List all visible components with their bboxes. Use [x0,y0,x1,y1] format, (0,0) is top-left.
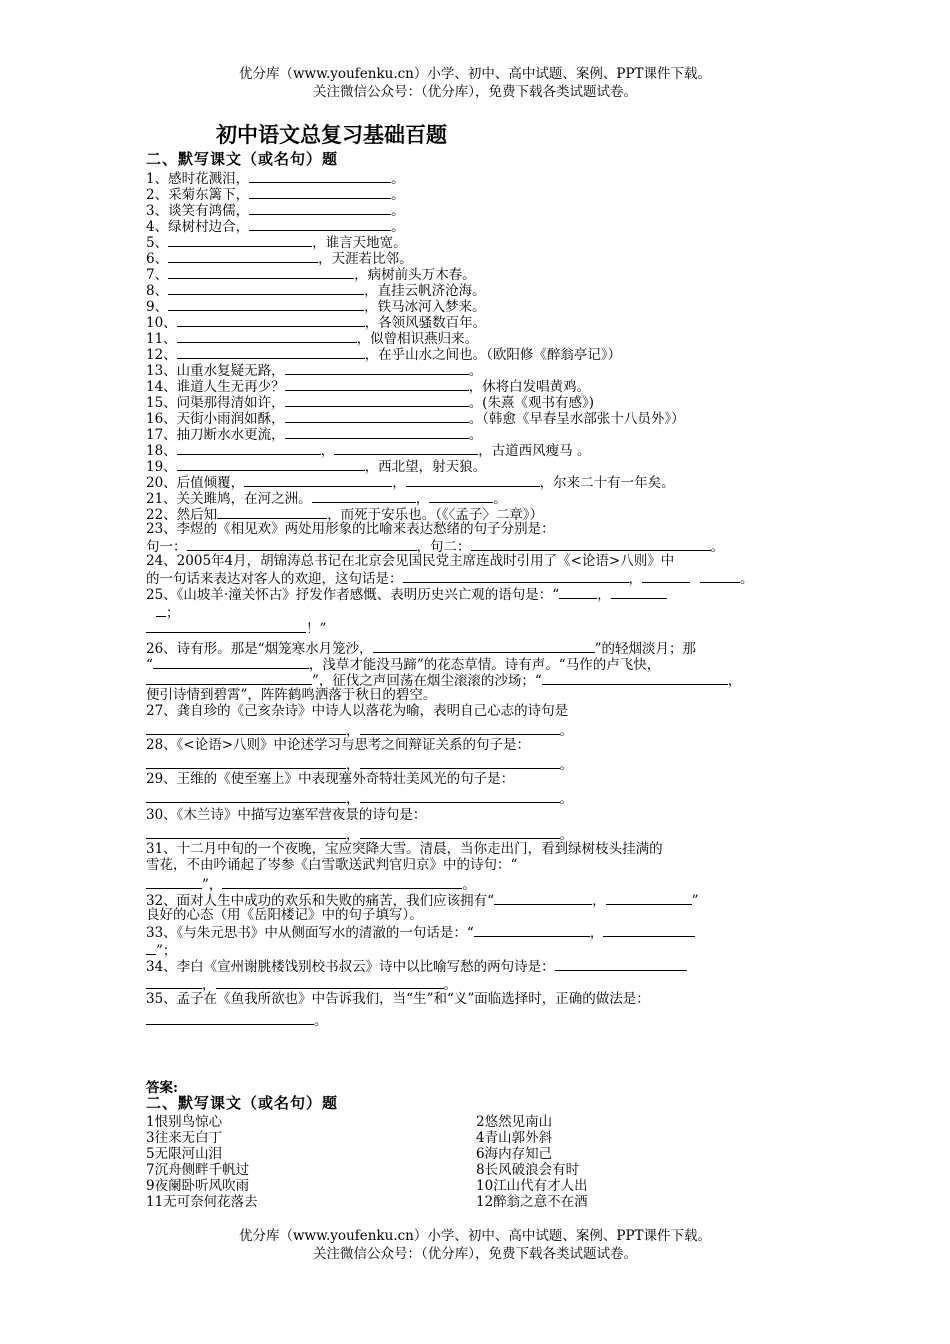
blank[interactable] [146,1012,314,1025]
question-33-line2: ”； [146,942,816,959]
question-30: 30、《木兰诗》中描写边塞军营夜景的诗句是： [146,807,427,823]
question-3: 3、谈笑有鸿儒， 。 [146,203,405,219]
question-21: 21、关关雎鸠，在河之洲。 ， 。 [146,491,507,507]
blank[interactable] [177,330,357,343]
question-text: 2、采菊东篱下， [146,187,250,203]
blank[interactable] [406,474,540,487]
header-line-1: 优分库（www.youfenku.cn）小学、初中、高中试题、案例、PPT课件下载。 [238,66,712,82]
blank[interactable] [168,282,364,295]
blank[interactable] [285,426,469,439]
blank[interactable] [403,570,629,583]
blank[interactable] [494,892,592,905]
question-4: 4、绿树村边合， 。 [146,219,405,235]
question-31: 31、十二月中旬的一个夜晚，宝应突降大雪。清晨，当你走出门，看到绿树枝头挂满的 [146,841,663,857]
question-text: 3、谈笑有鸿儒， [146,203,250,219]
answer-item: 12醉翁之意不在酒 [476,1194,588,1210]
question-text: 4、绿树村边合， [146,219,250,235]
blank[interactable] [249,218,391,231]
blank[interactable] [146,756,346,769]
blank[interactable] [285,394,469,407]
blank[interactable] [642,570,690,583]
question-26-line2: “ ，浅草才能没马蹄”的花态草情。诗有声。“马作的卢飞快， [146,657,661,673]
header-line-2: 关注微信公众号：（优分库），免费下载各类试题试卷。 [313,84,637,100]
answer-item: 2悠然见南山 [476,1114,553,1130]
answers-heading: 答案: [146,1080,178,1096]
blank[interactable] [146,876,202,889]
question-5: 5、 ，谁言天地宽。 [146,235,407,251]
question-10: 10、 ，各领风骚数百年。 [146,315,487,331]
question-26-line4: 便引诗情到碧霄”，阵阵鹤鸣洒落于秋日的碧空。 [146,687,437,703]
blank[interactable] [146,722,346,735]
document-title: 初中语文总复习基础百题 [216,122,447,147]
question-35-line2: 。 [146,1012,816,1029]
question-15: 15、问渠那得清如许， 。(朱熹《观书有感》) [146,395,594,411]
blank[interactable] [249,202,391,215]
question-34: 34、李白《宣州谢朓楼饯别校书叔云》诗中以比喻写愁的两句诗是： [146,958,816,975]
question-text: 1、感时花溅泪， [146,171,250,187]
blank[interactable] [156,604,166,617]
blank[interactable] [285,362,469,375]
blank[interactable] [146,790,346,803]
question-29-line2: ， 。 [146,790,816,807]
answer-item: 3往来无白丁 [146,1130,223,1146]
question-12: 12、 ，在乎山水之间也。（欧阳修《醉翁亭记》） [146,347,622,363]
blank[interactable] [360,722,560,735]
answer-item: 6海内存知己 [476,1146,553,1162]
blank[interactable] [153,656,309,669]
blank[interactable] [177,442,321,455]
blank[interactable] [244,474,392,487]
answer-item: 1恨别鸟惊心 [146,1114,223,1130]
blank[interactable] [146,672,312,685]
question-24: 24、2005年4月，胡锦涛总书记在北京会见国民党主席连战时引用了《<论语>八则》中 [146,553,675,569]
footer-line-2: 关注微信公众号：（优分库），免费下载各类试题试卷。 [313,1246,637,1262]
question-20: 20、后值倾覆， ， ，尔来二十有一年矣。 [146,475,675,491]
question-1: 1、感时花溅泪， 。 [146,171,405,187]
question-17: 17、抽刀断水水更流， 。 [146,427,483,443]
blank[interactable] [177,346,365,359]
question-33: 33、《与朱元思书》中从侧面写水的清澈的一句话是：“ ， [146,924,816,941]
answer-item: 7沉舟侧畔千帆过 [146,1162,250,1178]
question-14: 14、谁道人生无再少？ ，休将白发唱黄鸡。 [146,379,591,395]
blank[interactable] [168,266,354,279]
answer-item: 10江山代有才人出 [476,1178,588,1194]
blank[interactable] [146,976,202,989]
blank[interactable] [542,672,728,685]
question-11: 11、 ，似曾相识燕归来。 [146,331,479,347]
blank[interactable] [187,538,417,551]
footer-line-1: 优分库（www.youfenku.cn）小学、初中、高中试题、案例、PPT课件下载。 [238,1228,712,1244]
answer-item: 9夜阑卧听风吹雨 [146,1178,250,1194]
blank[interactable] [285,410,469,423]
question-25-line2: ； [156,604,826,621]
blank[interactable] [146,826,346,839]
blank[interactable] [360,756,560,769]
question-26-line3: ”，征伐之声回荡在烟尘滚滚的沙场；“ ， [146,672,816,689]
question-30-line2: ， 。 [146,826,816,843]
question-2: 2、采菊东篱下， 。 [146,187,405,203]
answer-item: 8长风破浪会有时 [476,1162,580,1178]
question-23-answers: 句一： ，句二： 。 [146,539,724,555]
question-32: 32、面对人生中成功的欢乐和失败的痛苦，我们应该拥有“ ， ” [146,893,699,909]
question-7: 7、 ，病树前头万木春。 [146,267,476,283]
answer-item: 11无可奈何花落去 [146,1194,258,1210]
question-27: 27、龚自珍的《己亥杂诗》中诗人以落花为喻，表明自己心志的诗句是 [146,703,569,719]
blank[interactable] [249,186,391,199]
question-9: 9、 ，铁马冰河入梦来。 [146,299,486,315]
blank[interactable] [285,378,469,391]
blank[interactable] [611,586,667,599]
question-16: 16、天街小雨润如酥， 。（韩愈《早春呈水部张十八员外》） [146,411,685,427]
blank[interactable] [168,298,364,311]
blank[interactable] [249,170,391,183]
blank[interactable] [700,570,740,583]
question-23: 23、李煜的《相见欢》两处用形象的比喻来表达愁绪的句子分别是： [146,521,555,537]
blank[interactable] [177,314,365,327]
blank[interactable] [360,826,560,839]
question-28: 28、《<论语>八则》中论述学习与思考之间辩证关系的句子是： [146,737,531,753]
blank[interactable] [373,640,595,653]
question-22: 22、然后知 ，而死于安乐也。（《〈孟子〉二章》） [146,507,544,523]
question-35: 35、孟子在《鱼我所欲也》中告诉我们，当“生”和“义”面临选择时，正确的做法是： [146,991,650,1007]
question-25: 25、《山坡羊·潼关怀古》抒发作者感慨、表明历史兴亡观的语句是：“ ， [146,586,816,603]
blank[interactable] [559,586,597,599]
answers-section-title: 二、默写课文（或名句）题 [146,1094,339,1112]
blank[interactable] [474,924,590,937]
question-34-line2: ， 。 [146,976,816,993]
question-25-line3: ！” [146,620,816,637]
blank[interactable] [168,250,318,263]
blank[interactable] [168,234,312,247]
blank[interactable] [146,942,156,955]
blank[interactable] [146,620,306,633]
question-13: 13、山重水复疑无路， 。 [146,363,483,379]
blank[interactable] [334,442,478,455]
blank[interactable] [312,490,416,503]
answer-item: 5无限河山泪 [146,1146,223,1162]
answer-item: 4青山郭外斜 [476,1130,553,1146]
blank[interactable] [555,958,687,971]
blank[interactable] [360,790,560,803]
question-27-line2: ， 。 [146,722,816,739]
question-19: 19、 ，西北望，射天狼。 [146,459,487,475]
question-28-line2: ， 。 [146,756,816,773]
question-26: 26、诗有形。那是“烟笼寒水月笼沙， ”的轻烟淡月；那 [146,641,696,657]
blank[interactable] [471,538,711,551]
blank[interactable] [222,876,462,889]
blank[interactable] [429,490,493,503]
question-31-line2: 雪花，不由吟诵起了岑参《白雪歌送武判官归京》中的诗句：“ [146,857,518,873]
question-18: 18、 ， ，古道西风瘦马 。 [146,443,591,459]
question-32-line2: 良好的心态（用《岳阳楼记》中的句子填写）。 [146,907,423,923]
blank[interactable] [177,458,365,471]
question-29: 29、王维的《使至塞上》中表现塞外奇特壮美风光的句子是： [146,771,515,787]
blank[interactable] [216,976,444,989]
blank[interactable] [217,506,327,519]
question-8: 8、 ，直挂云帆济沧海。 [146,283,486,299]
blank[interactable] [603,924,695,937]
question-6: 6、 ，天涯若比邻。 [146,251,413,267]
question-31-line3: ”， 。 [146,876,816,893]
section-title: 二、默写课文（或名句）题 [146,150,339,168]
question-24-line2: 的一句话来表达对客人的欢迎，这句话是： ， 。 [146,571,754,587]
blank[interactable] [606,892,692,905]
